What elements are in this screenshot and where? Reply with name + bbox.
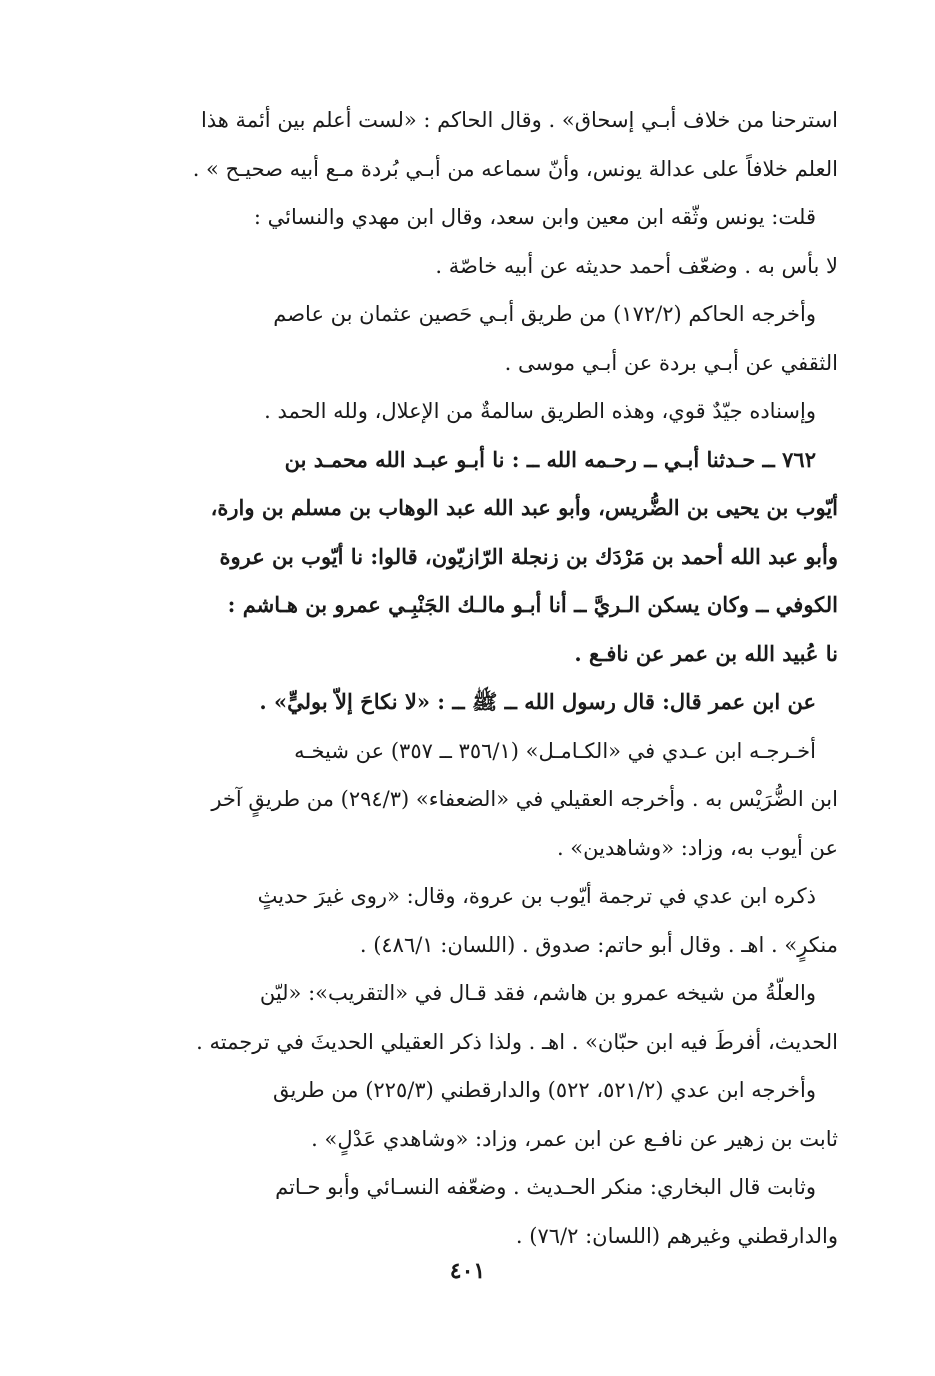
text-line: أيّوب بن يحيى بن الضُّريس، وأبو عبد الله عبد الوهاب بن مسلم بن وارة، xyxy=(210,495,838,520)
text-line: استرحنا من خلاف أبـي إسحاق» . وقال الحاكم : «لست أعلم بين أئمة هذا xyxy=(200,108,838,132)
text-line: والدارقطني وغيرهم (اللسان: ٧٦/٢) . xyxy=(515,1223,838,1248)
text-line: ٧٦٢ ــ حـدثنا أبـي ــ رحـمه الله ــ : نا أبـو عبـد الله محمـد بن xyxy=(284,446,816,472)
text-line: أخـرجـه ابن عـدي في «الكـامـل» (٣٥٦/١ ــ ٣٥٧) عن شيخـه xyxy=(294,738,816,763)
text-line: قلت: يونس وثّقه ابن معين وابن سعد، وقال ابن مهدي والنسائي : xyxy=(253,205,816,229)
text-line: الكوفي ــ وكان يسكن الـريَّ ــ أنا أبـو مالـك الجَنْبِـي عمرو بن هـاشم : xyxy=(227,592,838,617)
text-line: العلم خلافاً على عدالة يونس، وأنّ سماعه من أبـي بُردة مـع أبيه صحيـح » . xyxy=(192,156,838,181)
text-line: الحديث، أفرطَ فيه ابن حبّان» . اهـ . ولذا ذكر العقيلي الحديثَ في ترجمته . xyxy=(196,1029,838,1054)
text-line: ابن الضُّرَيْس به . وأخرجه العقيلي في «الضعفاء» (٢٩٤/٣) من طريقٍ آخر xyxy=(211,787,838,811)
text-line: منكرٍ» . اهـ . وقال أبو حاتم: صدوق . (اللسان: ٤٨٦/١) . xyxy=(359,932,838,957)
text-line: الثقفي عن أبـي بردة عن أبـي موسى . xyxy=(504,350,838,375)
page-number: ٤٠١ xyxy=(449,1258,486,1284)
text-lines xyxy=(138,96,838,1260)
text-line: عن ابن عمر قال: قال رسول الله ــ ﷺ ــ : «لا نكاحَ إلاّ بوليٍّ» . xyxy=(259,689,816,714)
text-line: ثابت بن زهير عن نافـع عن ابن عمر، وزاد: «وشاهدي عَدْلٍ» . xyxy=(311,1126,838,1151)
text-line: نا عُبيد الله بن عمر عن نافـع . xyxy=(574,640,838,666)
text-line: وأبو عبد الله أحمد بن مَرْدَك بن زنجلة الرّازيّون، قالوا: نا أيّوب بن عروة xyxy=(219,543,838,569)
text-line: والعلّةُ من شيخه عمرو بن هاشم، فقد قـال في «التقريب»: «ليّن xyxy=(259,981,816,1005)
text-line: لا بأس به . وضعّف أحمد حديثه عن أبيه خاصّة . xyxy=(435,253,838,278)
text-line: وأخرجه ابن عدي (٥٢١/٢، ٥٢٢) والدارقطني (٢٢٥/٣) من طريق xyxy=(272,1078,816,1102)
text-line: عن أيوب به، وزاد: «وشاهدين» . xyxy=(556,835,838,860)
text-line: وثابت قال البخاري: منكر الحـديث . وضعّفه النسـائي وأبو حـاتم xyxy=(275,1175,816,1199)
text-line: وإسناده جيّدٌ قوي، وهذه الطريق سالمةٌ من الإعلال، ولله الحمد . xyxy=(264,399,816,423)
text-line: ذكره ابن عدي في ترجمة أيّوب بن عروة، وقال: «روى غيرَ حديثٍ xyxy=(257,884,816,908)
text-line: وأخرجه الحاكم (١٧٢/٢) من طريق أبـي حَصين عثمان بن عاصم xyxy=(273,302,816,326)
page-body xyxy=(138,96,838,1260)
